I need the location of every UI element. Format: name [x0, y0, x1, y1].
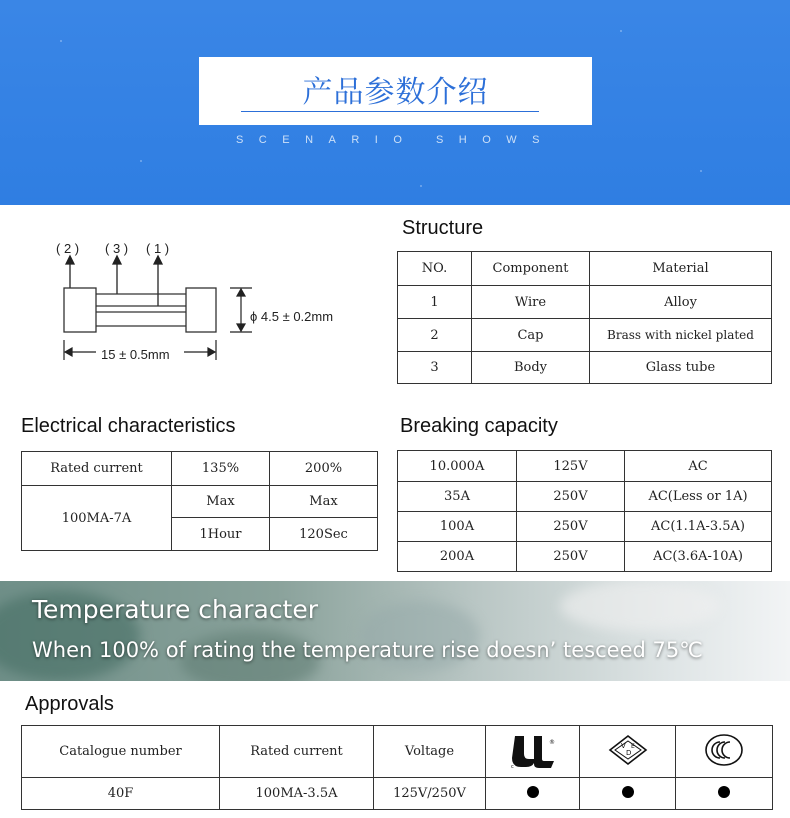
vde-mark-icon	[606, 732, 650, 768]
vde-mark-cell	[580, 726, 676, 778]
table-cell: Cap	[472, 319, 590, 352]
table-cell: 35A	[398, 482, 517, 512]
table-header: Material	[590, 252, 772, 286]
table-cell: 1Hour	[172, 518, 270, 551]
table-header-row	[22, 452, 378, 486]
table-row	[398, 319, 772, 352]
table-header: Rated current	[22, 452, 172, 486]
structure-heading: Structure	[402, 217, 484, 239]
table-cell: Brass with nickel plated	[590, 319, 772, 352]
ccc-mark-icon	[702, 732, 746, 768]
electrical-heading: Electrical characteristics	[21, 415, 236, 437]
table-cell: Alloy	[590, 286, 772, 319]
title-box	[199, 57, 592, 125]
ul-mark-cell	[486, 726, 580, 778]
electrical-table	[21, 451, 378, 551]
temperature-banner	[0, 581, 790, 681]
title-underline	[241, 111, 539, 112]
table-row	[398, 352, 772, 384]
table-cell: 120Sec	[270, 518, 378, 551]
table-cell: 125V/250V	[374, 778, 486, 810]
table-cell: Body	[472, 352, 590, 384]
table-cell: Max	[270, 486, 378, 518]
approval-dot-ul	[486, 778, 580, 810]
svg-text:E: E	[630, 742, 635, 750]
table-cell: Wire	[472, 286, 590, 319]
approval-dot-ccc	[676, 778, 773, 810]
label-1: ( 1 )	[146, 241, 170, 256]
label-3: ( 3 )	[105, 241, 129, 256]
table-row	[398, 286, 772, 319]
table-cell: 200A	[398, 542, 517, 572]
breaking-table	[397, 450, 772, 572]
table-row	[22, 778, 773, 810]
table-cell: 100MA-7A	[22, 486, 172, 551]
diameter-label: ϕ 4.5 ± 0.2mm	[250, 309, 334, 324]
approvals-table	[21, 725, 773, 810]
table-header: 135%	[172, 452, 270, 486]
table-row	[398, 512, 772, 542]
table-row	[398, 451, 772, 482]
label-2: ( 2 )	[56, 241, 80, 256]
table-header: 200%	[270, 452, 378, 486]
table-cell: 100A	[398, 512, 517, 542]
dot-icon	[718, 786, 730, 798]
table-cell: AC(3.6A-10A)	[625, 542, 772, 572]
table-cell: 250V	[517, 542, 625, 572]
table-header: Catalogue number	[22, 726, 220, 778]
structure-table	[397, 251, 772, 384]
fuse-dimension-diagram	[40, 232, 380, 372]
table-row	[398, 482, 772, 512]
header-banner	[0, 0, 790, 205]
dot-icon	[527, 786, 539, 798]
table-cell: AC(Less or 1A)	[625, 482, 772, 512]
table-cell: 2	[398, 319, 472, 352]
svg-text:c: c	[510, 763, 514, 770]
table-row	[398, 542, 772, 572]
table-cell: 10.000A	[398, 451, 517, 482]
svg-text:V: V	[620, 741, 626, 750]
table-cell: AC(1.1A-3.5A)	[625, 512, 772, 542]
temperature-text: When 100% of rating the temperature rise doesn’ tesceed 75℃	[32, 638, 703, 662]
table-cell: Max	[172, 486, 270, 518]
table-header: Voltage	[374, 726, 486, 778]
breaking-heading: Breaking capacity	[400, 415, 558, 437]
ccc-mark-cell	[676, 726, 773, 778]
table-cell: AC	[625, 451, 772, 482]
table-header-row	[398, 252, 772, 286]
svg-text:®: ®	[548, 738, 555, 746]
table-cell: Glass tube	[590, 352, 772, 384]
table-cell: 250V	[517, 512, 625, 542]
table-header: Rated current	[220, 726, 374, 778]
ul-mark-icon	[507, 730, 559, 770]
table-cell: 40F	[22, 778, 220, 810]
table-cell: 1	[398, 286, 472, 319]
dot-icon	[622, 786, 634, 798]
svg-text:D: D	[625, 748, 631, 757]
table-row	[22, 486, 378, 518]
length-label: 15 ± 0.5mm	[101, 347, 170, 362]
table-cell: 250V	[517, 482, 625, 512]
table-header-row	[22, 726, 773, 778]
page-title: 产品参数介绍	[302, 75, 489, 110]
table-header: NO.	[398, 252, 472, 286]
page-subtitle: SCENARIO SHOWS	[235, 134, 556, 146]
approval-dot-vde	[580, 778, 676, 810]
table-header: Component	[472, 252, 590, 286]
table-cell: 3	[398, 352, 472, 384]
temperature-title: Temperature character	[32, 595, 319, 624]
table-cell: 125V	[517, 451, 625, 482]
approvals-heading: Approvals	[25, 693, 114, 715]
table-cell: 100MA-3.5A	[220, 778, 374, 810]
